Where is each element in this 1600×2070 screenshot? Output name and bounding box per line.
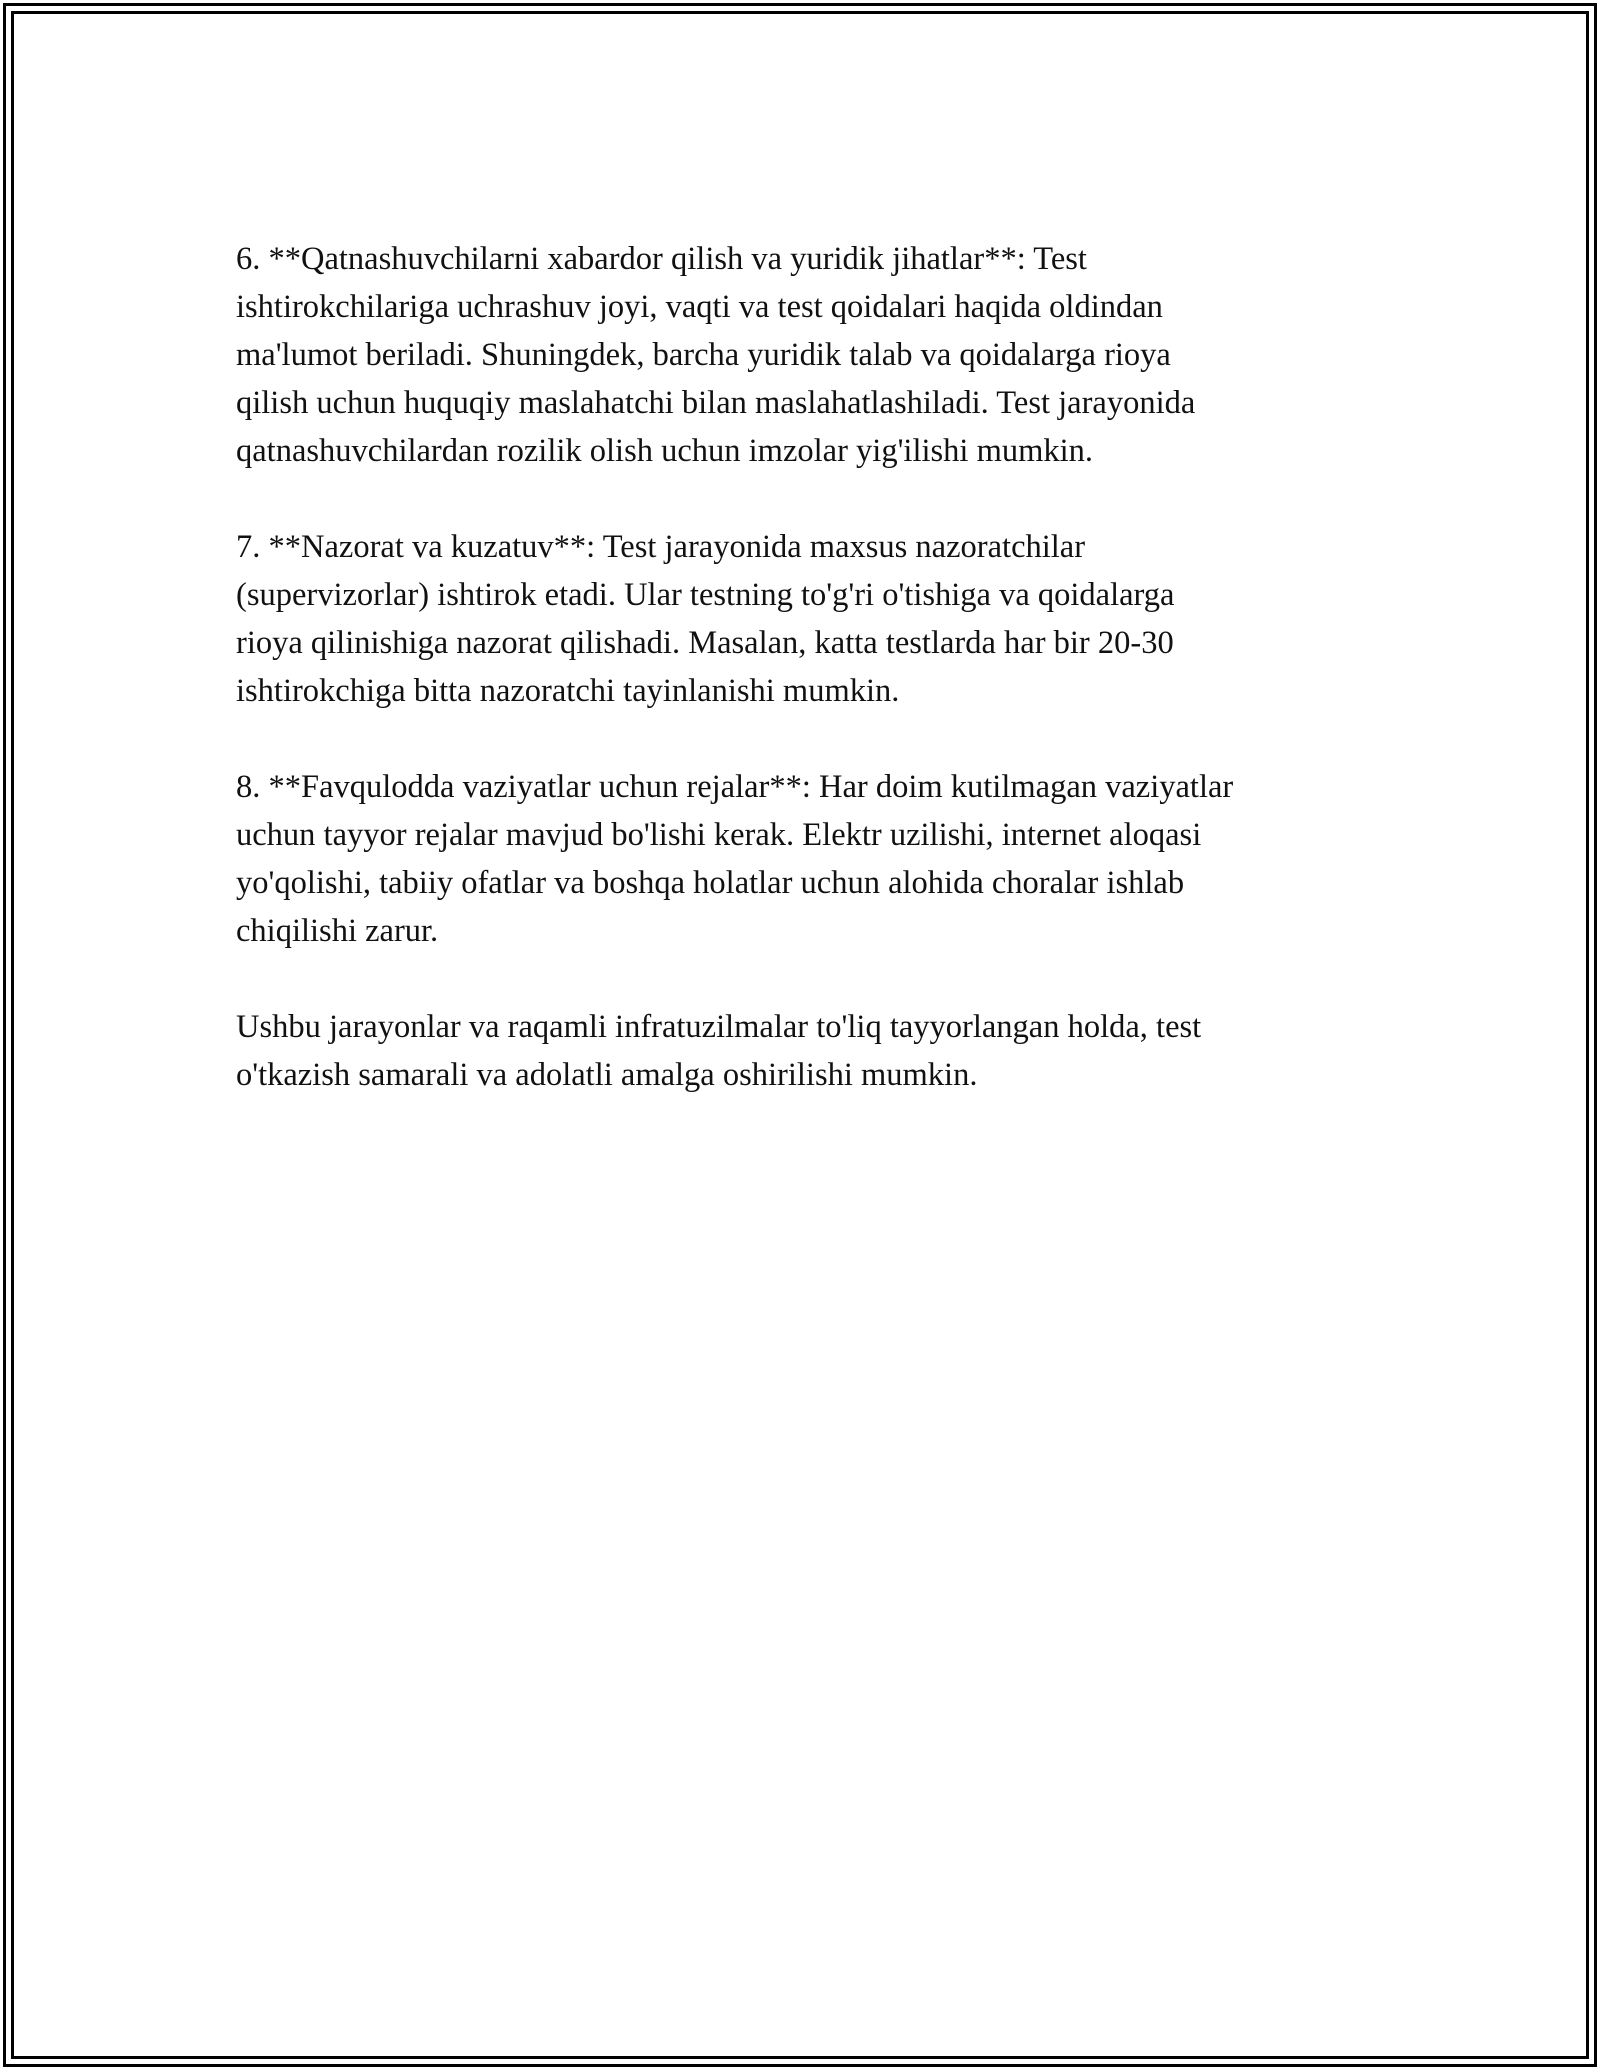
paragraph-item-6: [236, 235, 1386, 475]
text-line: o'tkazish samarali va adolatli amalga oshirilishi mumkin.: [236, 1057, 978, 1093]
text-line: ishtirokchiga bitta nazoratchi tayinlanishi mumkin.: [236, 673, 900, 709]
text-line: ma'lumot beriladi. Shuningdek, barcha yuridik talab va qoidalarga rioya: [236, 337, 1171, 373]
text-line: 7. **Nazorat va kuzatuv**: Test jarayonida maxsus nazoratchilar: [236, 529, 1086, 565]
paragraph-item-8: [236, 763, 1386, 955]
text-line: (supervizorlar) ishtirok etadi. Ular testning to'g'ri o'tishiga va qoidalarga: [236, 577, 1175, 613]
text-line: qatnashuvchilardan rozilik olish uchun imzolar yig'ilishi mumkin.: [236, 433, 1094, 469]
text-line: chiqilishi zarur.: [236, 913, 439, 949]
text-line: 6. **Qatnashuvchilarni xabardor qilish va yuridik jihatlar**: Test: [236, 241, 1087, 277]
text-line: uchun tayyor rejalar mavjud bo'lishi kerak. Elektr uzilishi, internet aloqasi: [236, 817, 1202, 853]
text-line: 8. **Favqulodda vaziyatlar uchun rejalar**: Har doim kutilmagan vaziyatlar: [236, 769, 1234, 805]
paragraph-conclusion: [236, 1003, 1386, 1099]
paragraph-item-7: [236, 523, 1386, 715]
document-body: [236, 235, 1386, 1147]
text-line: qilish uchun huquqiy maslahatchi bilan maslahatlashiladi. Test jarayonida: [236, 385, 1196, 421]
text-line: yo'qolishi, tabiiy ofatlar va boshqa holatlar uchun alohida choralar ishlab: [236, 865, 1185, 901]
text-line: rioya qilinishiga nazorat qilishadi. Masalan, katta testlarda har bir 20-30: [236, 625, 1174, 661]
text-line: Ushbu jarayonlar va raqamli infratuzilmalar to'liq tayyorlangan holda, test: [236, 1009, 1202, 1045]
text-line: ishtirokchilariga uchrashuv joyi, vaqti va test qoidalari haqida oldindan: [236, 289, 1163, 325]
